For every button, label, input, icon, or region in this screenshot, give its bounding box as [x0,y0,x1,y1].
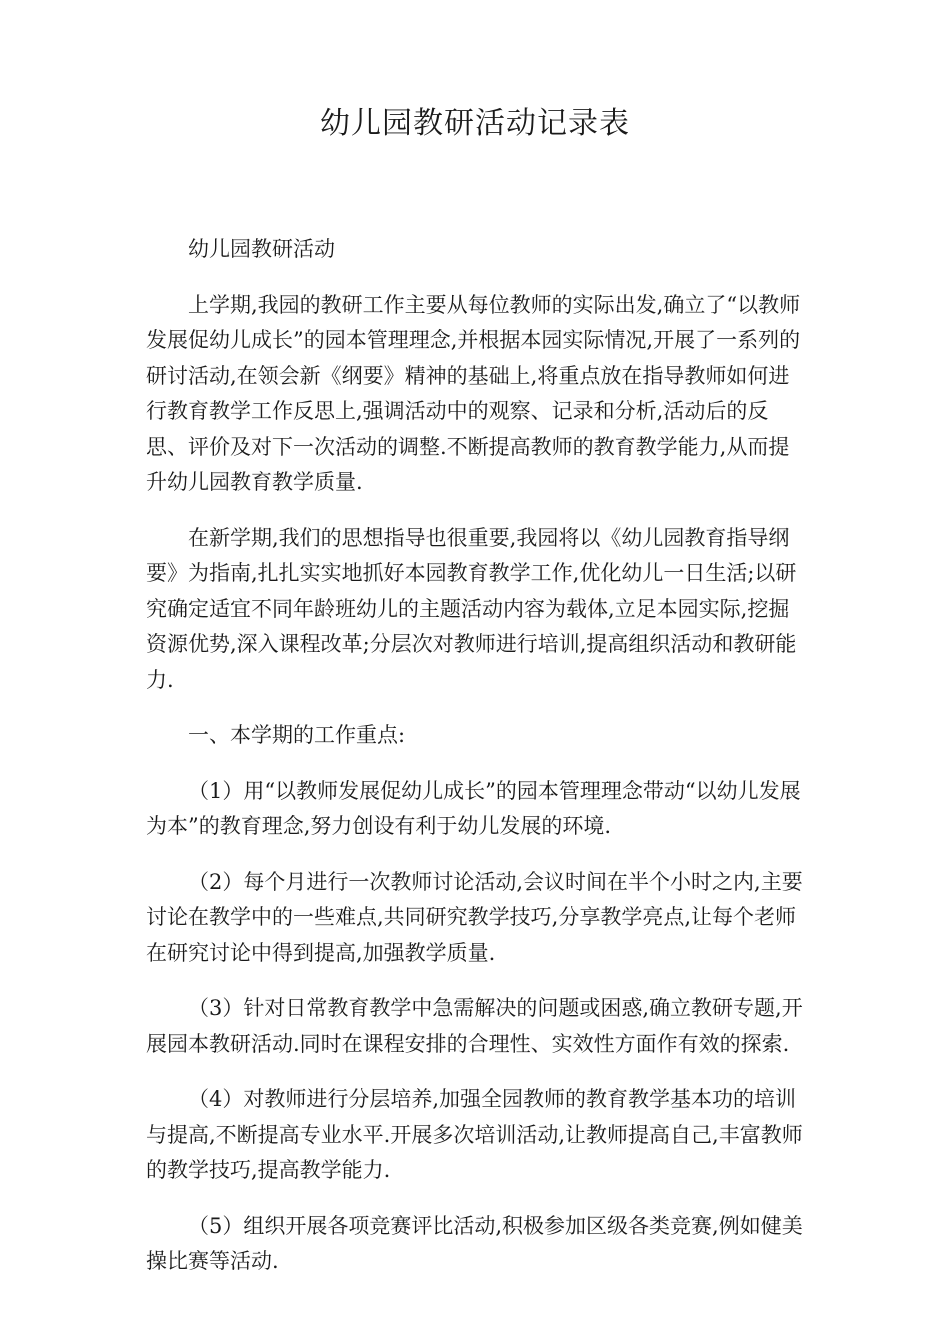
paragraph-intro: 上学期,我园的教研工作主要从每位教师的实际出发,确立了“以教师发展促幼儿成长”的园本管理理念,并根据本园实际情况,开展了一系列的研讨活动,在领会新《纲要》精神的基础上,将重点放在指导教师如何进行教育教学工作反思上,强调活动中的观察、记录和分析,活动后的反思、评价及对下一次活动的调整.不断提高教师的教育教学能力,从而提升幼儿园教育教学质量. [146,292,801,494]
list-item-5: （5）组织开展各项竞赛评比活动,积极参加区级各类竞赛,例如健美操比赛等活动. [146,1213,803,1273]
list-item-4: （4）对教师进行分层培养,加强全园教师的教育教学基本功的培训与提高,不断提高专业水平.开展多次培训活动,让教师提高自己,丰富教师的教学技巧,提高教学能力. [146,1087,803,1182]
paragraph-new-term: 在新学期,我们的思想指导也很重要,我园将以《幼儿园教育指导纲要》为指南,扎扎实实地抓好本园教育教学工作,优化幼儿一日生活;以研究确定适宜不同年龄班幼儿的主题活动内容为载体,立足本园实际,挖掘资源优势,深入课程改革;分层次对教师进行培训,提高组织活动和教研能力. [146,525,797,692]
list-item-1: （1）用“以教师发展促幼儿成长”的园本管理理念带动“以幼儿发展为本”的教育理念,努力创设有利于幼儿发展的环境. [146,778,801,838]
list-item-2: （2）每个月进行一次教师讨论活动,会议时间在半个小时之内,主要讨论在教学中的一些难点,共同研究教学技巧,分享教学亮点,让每个老师在研究讨论中得到提高,加强教学质量. [146,869,803,965]
document-title: 幼儿园教研活动记录表 [320,106,630,141]
section-heading-key-work: 一、本学期的工作重点: [188,723,406,747]
section-subheading: 幼儿园教研活动 [188,237,335,261]
document-body [146,232,810,1280]
list-item-3: （3）针对日常教育教学中急需解决的问题或困惑,确立教研专题,开展园本教研活动.同时在课程安排的合理性、实效性方面作有效的探索. [146,996,803,1056]
